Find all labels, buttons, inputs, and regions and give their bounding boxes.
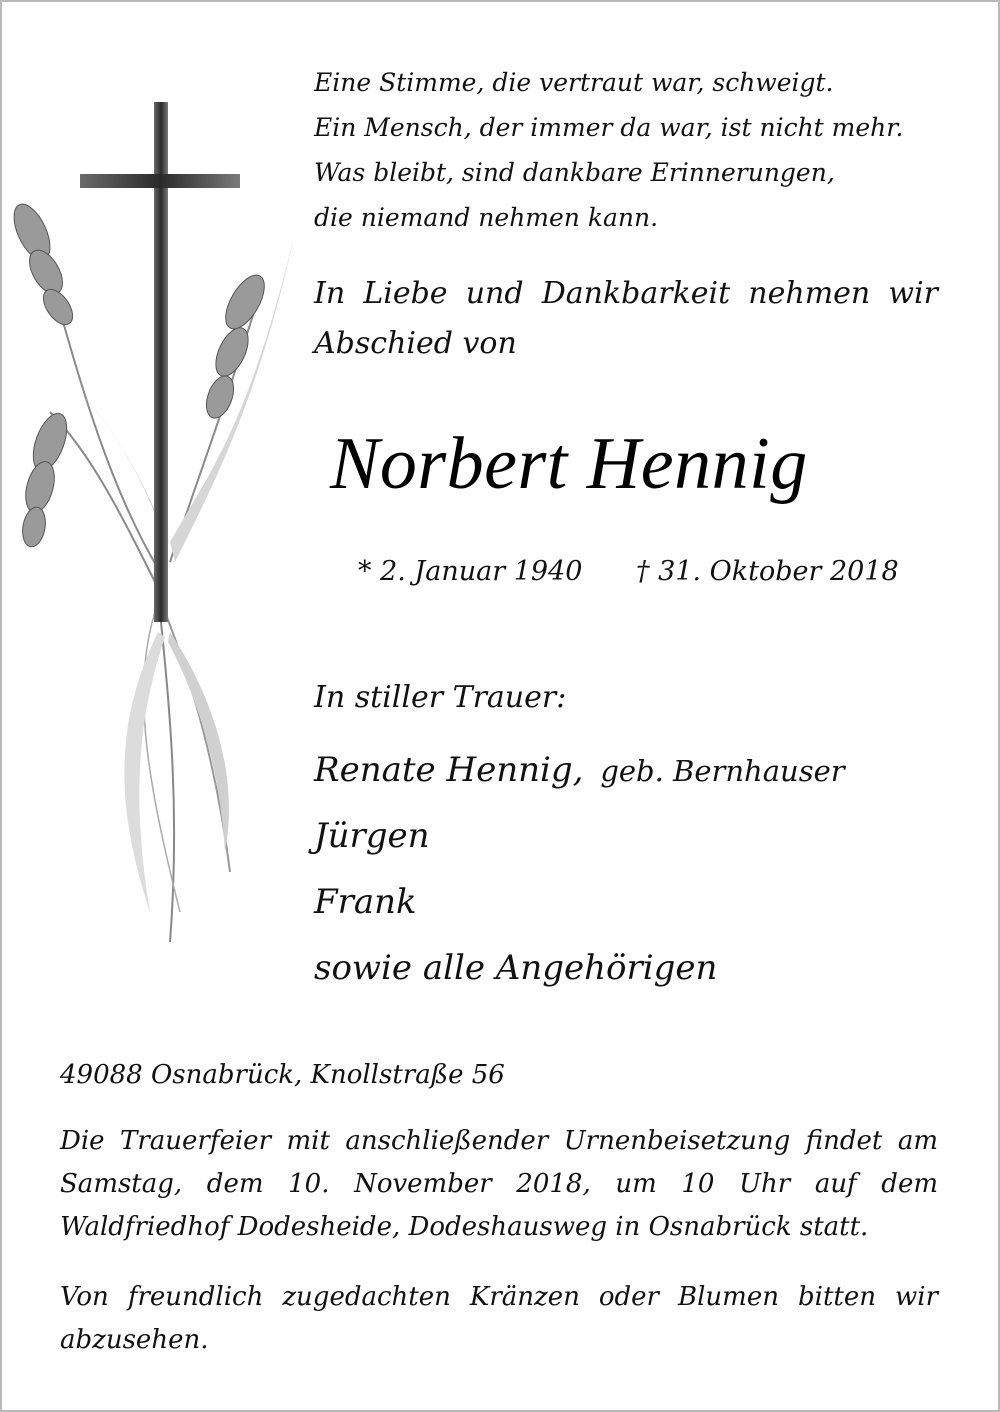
ceremony-line: Die Trauerfeier mit anschließender Urnenbeisetzung findet am	[60, 1126, 938, 1156]
intro-line: In Liebe und Dankbarkeit nehmen wir	[314, 276, 938, 311]
request-line: abzusehen.	[60, 1325, 209, 1355]
verse-line: Eine Stimme, die vertraut war, schweigt.	[314, 68, 834, 97]
address: 49088 Osnabrück, Knollstraße 56	[60, 1060, 505, 1090]
mourner-others: sowie alle Angehörigen	[314, 948, 718, 988]
deceased-name: Norbert Hennig	[330, 423, 808, 505]
mourner-child: Jürgen	[314, 816, 430, 856]
mourning-heading: In stiller Trauer:	[314, 680, 567, 715]
spouse-maiden-name: geb. Bernhauser	[600, 754, 845, 788]
mourner-spouse	[314, 750, 845, 790]
spouse-name: Renate Hennig,	[314, 750, 584, 790]
request-line: Von freundlich zugedachten Kränzen oder Blumen bitten wir	[60, 1282, 938, 1312]
cross-with-wheat-icon	[10, 92, 310, 952]
ceremony-line: Samstag, dem 10. November 2018, um 10 Uhr auf dem	[60, 1169, 938, 1199]
ceremony-line: Waldfriedhof Dodesheide, Dodeshausweg in Osnabrück statt.	[60, 1212, 869, 1242]
verse-line: Was bleibt, sind dankbare Erinnerungen,	[314, 158, 835, 187]
birth-date: * 2. Januar 1940	[358, 556, 583, 587]
death-date: † 31. Oktober 2018	[636, 556, 899, 587]
verse-line: die niemand nehmen kann.	[314, 203, 659, 232]
verse-line: Ein Mensch, der immer da war, ist nicht mehr.	[314, 113, 904, 142]
ceremony-paragraph	[60, 1120, 938, 1249]
mourner-child: Frank	[314, 882, 417, 922]
intro-line: Abschied von	[314, 326, 517, 361]
flowers-request	[60, 1276, 938, 1362]
